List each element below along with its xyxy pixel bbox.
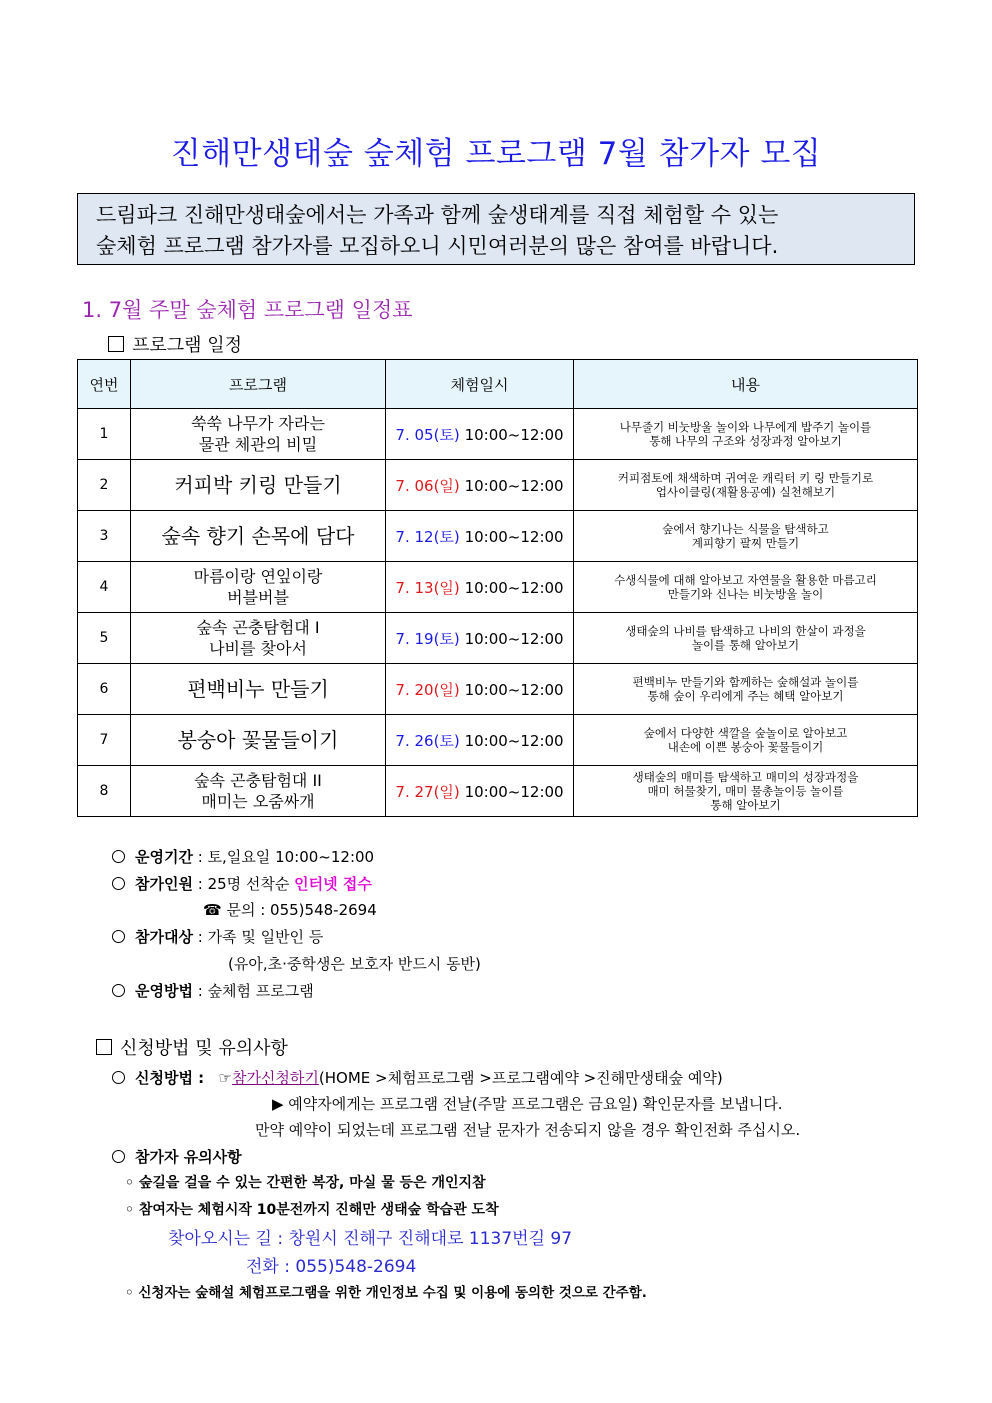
- address-line: 찾아오시는 길 : 창원시 진해구 진해대로 1137번길 97: [168, 1229, 573, 1249]
- cell-datetime: [386, 613, 574, 664]
- period-value: : 토,일요일 10:00~12:00: [197, 848, 375, 866]
- apply-method: [112, 1067, 723, 1088]
- header-program: 프로그램: [131, 360, 386, 409]
- header-no: 연번: [78, 360, 131, 409]
- cell-program: [131, 766, 386, 817]
- time-text: 10:00~12:00: [464, 425, 564, 444]
- time-text: 10:00~12:00: [464, 680, 564, 699]
- content-line-1: 숲에서 다양한 색깔을 숲놀이로 알아보고: [643, 726, 848, 740]
- notice-bullet-2: ◦ 참여자는 체험시작 10분전까지 진해만 생태숲 학습관 도착: [125, 1202, 499, 1218]
- time-text: 10:00~12:00: [464, 476, 564, 495]
- program-line-2: 버블버블: [227, 588, 289, 607]
- section-1-heading: 1. 7월 주말 숲체험 프로그램 일정표: [82, 298, 413, 322]
- day-text: (토): [433, 629, 460, 648]
- content-line-2: 통해 숲이 우리에게 주는 혜택 알아보기: [647, 689, 844, 703]
- circle-bullet-icon: [112, 850, 125, 863]
- table-row: [78, 562, 918, 613]
- notice-bullet-3: ◦ 신청자는 숲해설 체험프로그램을 위한 개인정보 수집 및 이용에 동의한 것으로 간주함.: [125, 1285, 647, 1301]
- cell-datetime: [386, 766, 574, 817]
- cell-datetime: [386, 409, 574, 460]
- method-label: 운영방법: [135, 982, 193, 1000]
- day-text: (일): [433, 476, 460, 495]
- day-text: (일): [433, 680, 460, 699]
- people-value: : 25명 선착순: [197, 875, 290, 893]
- apply-note-2: 만약 예약이 되었는데 프로그램 전날 문자가 전송되지 않을 경우 확인전화 주십시오.: [255, 1121, 801, 1139]
- target-value: : 가족 및 일반인 등: [197, 928, 324, 946]
- table-row: [78, 511, 918, 562]
- time-text: 10:00~12:00: [464, 782, 564, 801]
- intro-line-1: 드림파크 진해만생태숲에서는 가족과 함께 숲생태계를 직접 체험할 수 있는: [96, 203, 779, 227]
- time-text: 10:00~12:00: [464, 527, 564, 546]
- page-title: 진해만생태숲 숲체험 프로그램 7월 참가자 모집: [170, 136, 822, 172]
- section-2-heading: [96, 1034, 288, 1060]
- section-2-heading-text: 신청방법 및 유의사항: [120, 1038, 288, 1059]
- cell-datetime: [386, 715, 574, 766]
- apply-label: 신청방법 :: [135, 1069, 205, 1087]
- date-text: 7. 12: [395, 527, 434, 546]
- cell-datetime: [386, 511, 574, 562]
- program-line-1: 편백비누 만들기: [187, 676, 329, 701]
- cell-content: [574, 715, 918, 766]
- program-line-1: 커피박 키링 만들기: [174, 472, 342, 497]
- program-line-1: 쑥쑥 나무가 자라는: [191, 414, 325, 433]
- day-text: (토): [433, 527, 460, 546]
- info-phone: [203, 899, 377, 920]
- info-target: [112, 926, 323, 947]
- info-method: [112, 980, 314, 1001]
- cell-datetime: [386, 664, 574, 715]
- phone-icon: ☎: [203, 901, 222, 919]
- target-label: 참가대상: [135, 928, 193, 946]
- cell-content: [574, 766, 918, 817]
- cell-content: [574, 511, 918, 562]
- cell-datetime: [386, 562, 574, 613]
- date-text: 7. 19: [395, 629, 434, 648]
- schedule-table: [77, 359, 918, 817]
- date-text: 7. 05: [395, 425, 434, 444]
- phone-text: 문의 : 055)548-2694: [226, 901, 377, 919]
- info-period: [112, 846, 374, 867]
- program-line-2: 물관 체관의 비밀: [198, 435, 318, 454]
- circle-bullet-icon: [112, 984, 125, 997]
- cell-program: [131, 409, 386, 460]
- date-text: 7. 26: [395, 731, 434, 750]
- content-line-3: 통해 알아보기: [710, 798, 781, 812]
- program-line-1: 숲속 곤충탐험대 II: [194, 771, 322, 790]
- cell-no: 7: [78, 715, 131, 766]
- day-text: (일): [433, 578, 460, 597]
- circle-bullet-icon: [112, 1150, 125, 1163]
- cell-content: [574, 409, 918, 460]
- program-line-2: 나비를 찾아서: [209, 639, 307, 658]
- date-text: 7. 27: [395, 782, 434, 801]
- content-line-2: 만들기와 신나는 비눗방울 놀이: [667, 587, 824, 601]
- checkbox-square-icon: [108, 336, 124, 352]
- content-line-2: 매미 허물찾기, 매미 물총놀이등 놀이를: [647, 784, 844, 798]
- table-row: [78, 664, 918, 715]
- cell-program: [131, 613, 386, 664]
- notice-label: 참가자 유의사항: [135, 1148, 242, 1166]
- cell-datetime: [386, 460, 574, 511]
- program-line-1: 숲속 곤충탐험대 I: [196, 618, 320, 637]
- content-line-1: 나무줄기 비눗방울 놀이와 나무에게 밥주기 놀이를: [619, 420, 872, 434]
- date-text: 7. 06: [395, 476, 434, 495]
- cell-program: [131, 562, 386, 613]
- apply-path: (HOME >체험프로그램 >프로그램예약 >진해만생태숲 예약): [318, 1069, 723, 1087]
- method-value: : 숲체험 프로그램: [197, 982, 314, 1000]
- time-text: 10:00~12:00: [464, 578, 564, 597]
- date-text: 7. 13: [395, 578, 434, 597]
- content-line-1: 수생식물에 대해 알아보고 자연물을 활용한 마름고리: [614, 573, 877, 587]
- circle-bullet-icon: [112, 930, 125, 943]
- cell-no: 2: [78, 460, 131, 511]
- schedule-subheading-text: 프로그램 일정: [132, 335, 243, 356]
- table-header-row: [78, 360, 918, 409]
- cell-content: [574, 613, 918, 664]
- content-line-2: 내손에 이쁜 봉숭아 꽃물들이기: [667, 740, 824, 754]
- content-line-1: 생태숲의 매미를 탐색하고 매미의 성장과정을: [632, 770, 859, 784]
- content-line-2: 놀이를 통해 알아보기: [691, 638, 800, 652]
- intro-line-2: 숲체험 프로그램 참가자를 모집하오니 시민여러분의 많은 참여를 바랍니다.: [96, 234, 779, 258]
- cell-program: [131, 664, 386, 715]
- notice-bullet-1: ◦ 숲길을 걸을 수 있는 간편한 복장, 마실 물 등은 개인지참: [125, 1175, 486, 1191]
- cell-no: 3: [78, 511, 131, 562]
- content-line-2: 통해 나무의 구조와 성장과정 알아보기: [649, 434, 842, 448]
- apply-link[interactable]: 참가신청하기: [231, 1069, 319, 1087]
- program-line-1: 봉숭아 꽃물들이기: [177, 727, 339, 752]
- table-row: [78, 613, 918, 664]
- schedule-subheading: [108, 331, 242, 357]
- time-text: 10:00~12:00: [464, 629, 564, 648]
- content-line-2: 계피향기 팔찌 만들기: [691, 536, 800, 550]
- people-label: 참가인원: [135, 875, 193, 893]
- date-text: 7. 20: [395, 680, 434, 699]
- table-row: [78, 460, 918, 511]
- cell-no: 1: [78, 409, 131, 460]
- table-row: [78, 766, 918, 817]
- content-line-1: 숲에서 향기나는 식물을 탐색하고: [662, 522, 829, 536]
- program-line-1: 숲속 향기 손목에 담다: [161, 523, 355, 548]
- cell-content: [574, 562, 918, 613]
- content-line-1: 생태숲의 나비를 탐색하고 나비의 한살이 과정을: [625, 624, 866, 638]
- cell-program: [131, 715, 386, 766]
- cell-program: [131, 460, 386, 511]
- pointing-hand-icon: ☞: [218, 1069, 232, 1087]
- apply-note-1: ▶ 예약자에게는 프로그램 전날(주말 프로그램은 금요일) 확인문자를 보냅니다.: [272, 1095, 783, 1113]
- table-row: [78, 409, 918, 460]
- intro-box: [77, 193, 915, 265]
- info-people: [112, 873, 372, 894]
- cell-no: 6: [78, 664, 131, 715]
- content-line-1: 편백비누 만들기와 함께하는 숲해설과 놀이를: [632, 675, 859, 689]
- cell-content: [574, 460, 918, 511]
- cell-no: 8: [78, 766, 131, 817]
- content-line-1: 커피점토에 채색하며 귀여운 캐릭터 키 링 만들기로: [617, 471, 874, 485]
- notice-heading: [112, 1146, 242, 1167]
- time-text: 10:00~12:00: [464, 731, 564, 750]
- table-row: [78, 715, 918, 766]
- day-text: (토): [433, 731, 460, 750]
- circle-bullet-icon: [112, 877, 125, 890]
- content-line-2: 업사이클링(재활용공예) 실천해보기: [655, 485, 836, 499]
- info-target-note: (유아,초·중학생은 보호자 반드시 동반): [228, 955, 481, 973]
- cell-content: [574, 664, 918, 715]
- program-line-2: 매미는 오줌싸개: [201, 792, 315, 811]
- period-label: 운영기간: [135, 848, 193, 866]
- checkbox-square-icon: [96, 1039, 112, 1055]
- internet-apply-highlight: 인터넷 접수: [294, 875, 372, 893]
- program-line-1: 마름이랑 연잎이랑: [193, 567, 323, 586]
- day-text: (일): [433, 782, 460, 801]
- day-text: (토): [433, 425, 460, 444]
- cell-no: 5: [78, 613, 131, 664]
- cell-program: [131, 511, 386, 562]
- header-content: 내용: [574, 360, 918, 409]
- tel-line: 전화 : 055)548-2694: [246, 1257, 417, 1277]
- header-datetime: 체험일시: [386, 360, 574, 409]
- circle-bullet-icon: [112, 1071, 125, 1084]
- cell-no: 4: [78, 562, 131, 613]
